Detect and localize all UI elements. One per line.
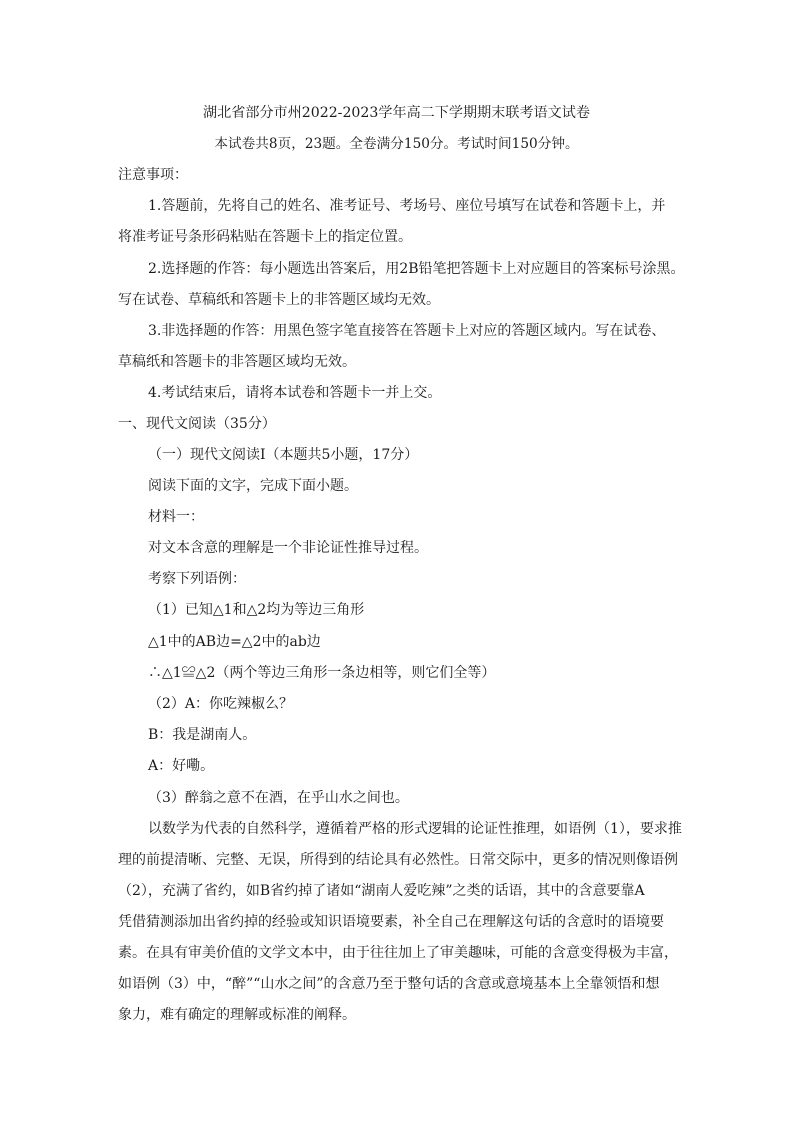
notice-item-3-line-2: 草稿纸和答题卡的非答题区域均无效。 [118, 354, 356, 370]
example-1-conclusion: ∴△1≌△2（两个等边三角形一条边相等，则它们全等） [148, 665, 496, 681]
example-2-line-b: B：我是湖南人。 [148, 727, 257, 743]
paragraph-line: 象力，难有确定的理解或标准的阐释。 [118, 1007, 356, 1023]
sub-section-heading: （一）现代文阅读Ⅰ（本题共5小题，17分） [148, 447, 419, 463]
section-heading: 一、现代文阅读（35分） [118, 416, 276, 432]
notice-item-2-line-2: 写在试卷、草稿纸和答题卡上的非答题区域均无效。 [118, 292, 440, 308]
paragraph-line: 理的前提清晰、完整、无误，所得到的结论具有必然性。日常交际中，更多的情况则像语例 [118, 852, 678, 868]
example-2-line-c: A：好嘞。 [148, 758, 215, 774]
paragraph-line: （2），充满了省约，如B省约掉了诸如“湖南人爱吃辣”之类的话语，其中的含意要靠A [118, 883, 645, 899]
material-line: 考察下列语例： [148, 571, 246, 587]
example-1-condition: △1中的AB边=△2中的ab边 [148, 634, 321, 650]
exam-subtitle: 本试卷共8页，23题。全卷满分150分。考试时间150分钟。 [214, 136, 579, 152]
notice-item-1-line-1: 1.答题前，先将自己的姓名、准考证号、考场号、座位号填写在试卷和答题卡上，并 [148, 198, 666, 214]
reading-instruction: 阅读下面的文字，完成下面小题。 [148, 478, 358, 494]
example-3: （3）醉翁之意不在酒，在乎山水之间也。 [148, 790, 409, 806]
notice-item-4: 4.考试结束后，请将本试卷和答题卡一并上交。 [148, 385, 442, 401]
example-1-premise: （1）已知△1和△2均为等边三角形 [148, 602, 365, 618]
notice-item-1-line-2: 将准考证号条形码粘贴在答题卡上的指定位置。 [118, 229, 412, 245]
paragraph-line: 以数学为代表的自然科学，遵循着严格的形式逻辑的论证性推理，如语例（1），要求推 [148, 821, 682, 837]
paragraph-line: 如语例（3）中，“醉”“山水之间”的含意乃至于整句话的含意或意境基本上全靠领悟和想 [118, 976, 660, 992]
notice-heading: 注意事项： [118, 167, 188, 183]
material-label: 材料一： [148, 509, 204, 525]
exam-title: 湖北省部分市州2022-2023学年高二下学期期末联考语文试卷 [203, 105, 590, 121]
notice-item-3-line-1: 3.非选择题的作答：用黑色签字笔直接答在答题卡上对应的答题区域内。写在试卷、 [148, 323, 666, 339]
paragraph-line: 凭借猜测添加出省约掉的经验或知识语境要素，补全自己在理解这句话的含意时的语境要 [118, 914, 664, 930]
material-line: 对文本含意的理解是一个非论证性推导过程。 [148, 540, 428, 556]
notice-item-2-line-1: 2.选择题的作答：每小题选出答案后，用2B铅笔把答题卡上对应题目的答案标号涂黑。 [148, 261, 685, 277]
paragraph-line: 素。在具有审美价值的文学文本中，由于往往加上了审美趣味，可能的含意变得极为丰富， [118, 945, 678, 961]
example-2-line-a: （2）A：你吃辣椒么？ [148, 696, 294, 712]
